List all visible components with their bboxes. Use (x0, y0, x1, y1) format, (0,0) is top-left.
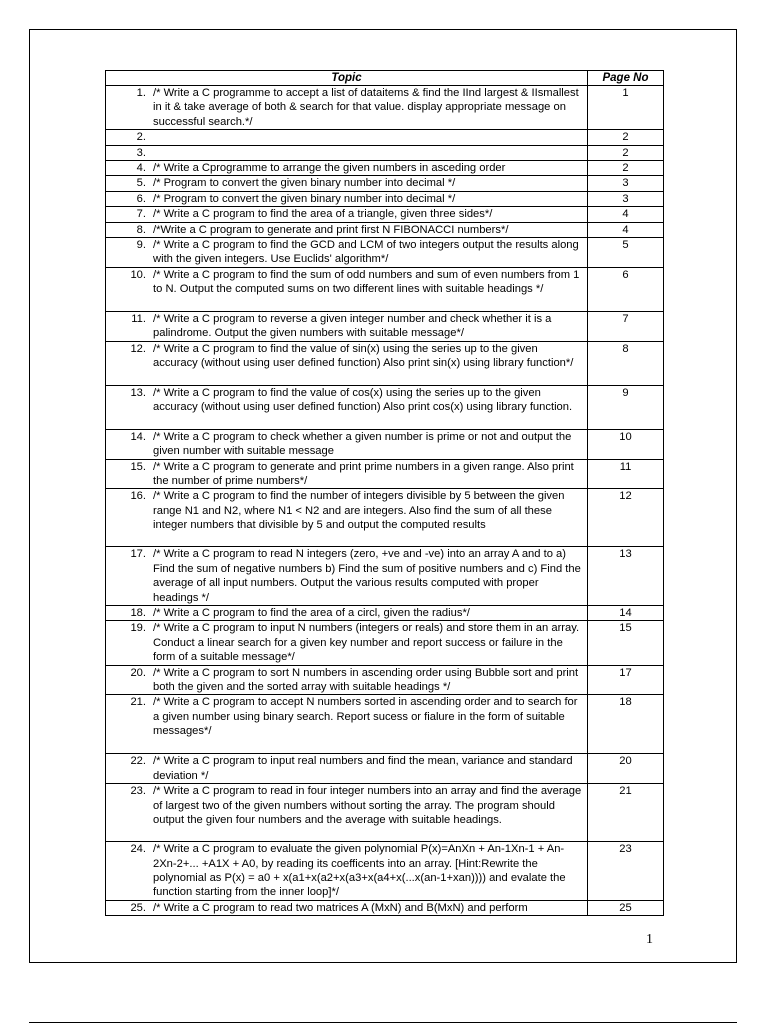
item-number: 7. (136, 208, 146, 221)
topic-cell (106, 784, 588, 842)
table-row (106, 311, 664, 341)
item-topic-text (153, 130, 585, 144)
item-number: 15. (130, 460, 146, 473)
table-row (106, 842, 664, 901)
table-row (106, 665, 664, 695)
item-number: 21. (130, 696, 146, 709)
item-topic-text: /* Write a C program to find the area of a circl, given the radius*/ (153, 606, 470, 619)
item-number: 14. (130, 430, 146, 443)
item-topic-text (153, 146, 585, 160)
item-topic-text: /* Write a C program to input real numbers and find the mean, variance and standard deviation */ (153, 755, 573, 782)
page-cell: 14 (588, 605, 664, 620)
page-cell: 6 (588, 267, 664, 311)
topic-cell (106, 191, 588, 206)
page-cell: 15 (588, 621, 664, 665)
item-topic-text: /* Program to convert the given binary number into decimal */ (153, 192, 456, 205)
item-number: 9. (136, 239, 146, 252)
page-cell: 4 (588, 222, 664, 237)
table-row (106, 385, 664, 429)
page-cell: 21 (588, 784, 664, 842)
table-row (106, 222, 664, 237)
item-topic-text: /* Write a C program to reverse a given integer number and check whether it is a palindrome. Output the given numbers with suitable message*/ (153, 312, 552, 340)
item-number: 19. (130, 622, 146, 635)
table-row (106, 176, 664, 191)
page-cell: 18 (588, 695, 664, 754)
topic-cell (106, 222, 588, 237)
topic-cell (106, 86, 588, 130)
topic-cell (106, 207, 588, 222)
item-topic-text: /* Write a C program to find the sum of odd numbers and sum of even numbers from 1 to N. Output the computed sums on two different lines with suitable headings */ (153, 268, 580, 296)
item-number: 11. (131, 312, 146, 325)
page-cell: 25 (588, 900, 664, 915)
table-row (106, 191, 664, 206)
page-cell: 23 (588, 842, 664, 901)
item-number: 18. (130, 606, 146, 619)
table-body (106, 86, 664, 916)
table-row (106, 130, 664, 145)
item-number: 23. (130, 785, 146, 798)
table-row (106, 605, 664, 620)
page-cell: 3 (588, 191, 664, 206)
table-row (106, 341, 664, 385)
table-row (106, 86, 664, 130)
item-topic-text: /* Write a C program to find the value of cos(x) using the series up to the given accuracy (without using user defined function) Also print cos(x) using library function. (153, 386, 573, 414)
item-topic-text: /*Write a C program to generate and print first N FIBONACCI numbers*/ (153, 223, 509, 236)
item-number: 5. (136, 177, 146, 190)
item-topic-text: /* Write a C program to find the number of integers divisible by 5 between the given range N1 and N2, where N1 < N2 and are integers. Also find the sum of all these integer numbers that divisible by 5 and output the computed results (153, 490, 565, 532)
table-row (106, 145, 664, 160)
topic-cell (106, 429, 588, 459)
topic-cell (106, 842, 588, 901)
item-number: 2. (136, 131, 146, 144)
page-cell: 13 (588, 547, 664, 606)
table-row (106, 238, 664, 268)
table-row (106, 547, 664, 606)
page-cell: 3 (588, 176, 664, 191)
table-row (106, 489, 664, 547)
page-cell: 9 (588, 385, 664, 429)
item-number: 4. (136, 162, 146, 175)
page-cell: 2 (588, 161, 664, 176)
item-topic-text: /* Write a C program to input N numbers (integers or reals) and store them in an array. Conduct a linear search for a given key number and report success or failure in the form of a suitable message*/ (153, 622, 580, 664)
page-cell: 4 (588, 207, 664, 222)
item-number: 12. (130, 342, 146, 355)
table-row (106, 207, 664, 222)
page-cell: 12 (588, 489, 664, 547)
topic-cell (106, 341, 588, 385)
item-number: 1. (136, 87, 146, 99)
page-cell: 2 (588, 145, 664, 160)
page-cell: 7 (588, 311, 664, 341)
page-cell: 8 (588, 341, 664, 385)
item-topic-text: /* Write a C program to accept N numbers sorted in ascending order and to search for a given number using binary search. Report sucess or fialure in the form of suitable messages*/ (153, 696, 578, 738)
page-cell: 2 (588, 130, 664, 145)
topic-cell (106, 145, 588, 160)
table-row (106, 429, 664, 459)
topic-cell (106, 605, 588, 620)
item-number: 22. (130, 755, 146, 768)
topic-cell (106, 385, 588, 429)
topic-cell (106, 161, 588, 176)
table-row (106, 754, 664, 784)
table-row (106, 695, 664, 754)
page-cell: 10 (588, 429, 664, 459)
topic-cell (106, 176, 588, 191)
item-number: 20. (130, 666, 146, 679)
item-topic-text: /* Write a C program to sort N numbers in ascending order using Bubble sort and print both the given and the sorted array with suitable headings */ (153, 666, 579, 693)
topic-cell (106, 459, 588, 489)
item-topic-text: /* Write a C program to find the area of a triangle, given three sides*/ (153, 208, 493, 221)
topic-column-header: Topic (106, 71, 588, 86)
item-topic-text: /* Write a Cprogramme to arrange the given numbers in asceding order (153, 162, 506, 175)
item-number: 8. (136, 223, 146, 236)
page-cell: 11 (588, 459, 664, 489)
item-topic-text: /* Write a C programme to accept a list of dataitems & find the IInd largest & IIsmallest in it & take average of both & search for that value. display appropriate message on successful search.*/ (153, 87, 579, 128)
topic-cell (106, 489, 588, 547)
table-row (106, 459, 664, 489)
page-cell: 1 (588, 86, 664, 130)
page-column-header: Page No (588, 71, 664, 86)
topic-cell (106, 754, 588, 784)
topic-cell (106, 238, 588, 268)
item-topic-text: /* Write a C program to check whether a given number is prime or not and output the given number with suitable message (153, 430, 572, 458)
topic-cell (106, 130, 588, 145)
page-cell: 17 (588, 665, 664, 695)
page-number: 1 (646, 932, 653, 947)
topic-cell (106, 900, 588, 915)
table-row (106, 784, 664, 842)
table-row (106, 161, 664, 176)
page-cell: 20 (588, 754, 664, 784)
item-topic-text: /* Program to convert the given binary number into decimal */ (153, 177, 456, 190)
topic-cell (106, 621, 588, 665)
item-number: 6. (136, 192, 146, 205)
item-number: 16. (130, 490, 146, 503)
contents-table (105, 70, 664, 916)
item-number: 13. (130, 386, 146, 399)
item-topic-text: /* Write a C program to read two matrices A (MxN) and B(MxN) and perform (153, 901, 528, 914)
table-row (106, 267, 664, 311)
footer-rule (29, 1022, 737, 1023)
item-topic-text: /* Write a C program to find the GCD and LCM of two integers output the results along with the given integers. Use Euclids' algorithm*/ (153, 239, 579, 266)
topic-cell (106, 695, 588, 754)
item-topic-text: /* Write a C program to read N integers (zero, +ve and -ve) into an array A and to a) Find the sum of negative numbers b) Find the sum of positive numbers and c) Find the average of all input numbers. Output the various results computed with proper headings */ (153, 548, 581, 604)
table-header-row (106, 71, 664, 86)
item-topic-text: /* Write a C program to read in four integer numbers into an array and find the average of largest two of the given numbers without sorting the array. The program should output the given four numbers and the average with suitable headings. (153, 785, 582, 826)
topic-cell (106, 267, 588, 311)
item-number: 25. (130, 901, 146, 914)
table-row (106, 900, 664, 915)
topic-cell (106, 311, 588, 341)
item-number: 17. (130, 548, 146, 561)
item-topic-text: /* Write a C program to generate and print prime numbers in a given range. Also print the number of prime numbers*/ (153, 460, 574, 487)
item-topic-text: /* Write a C program to find the value of sin(x) using the series up to the given accuracy (without using user defined function) Also print sin(x) using library function*/ (153, 342, 574, 370)
table-row (106, 621, 664, 665)
item-number: 24. (130, 843, 146, 856)
page-cell: 5 (588, 238, 664, 268)
topic-cell (106, 665, 588, 695)
item-number: 3. (136, 146, 146, 159)
item-number: 10. (130, 268, 146, 281)
topic-cell (106, 547, 588, 606)
item-topic-text: /* Write a C program to evaluate the given polynomial P(x)=AnXn + An-1Xn-1 + An-2Xn-2+... +A1X + A0, by reading its coefficents into an array. [Hint:Rewrite the polynomial as P(x) = a0 + x(a1+x(a2+x(a3+x(a4+x(...x(an-1+xan)))) and evalate the function starting from the inner loop]*/ (153, 843, 566, 899)
